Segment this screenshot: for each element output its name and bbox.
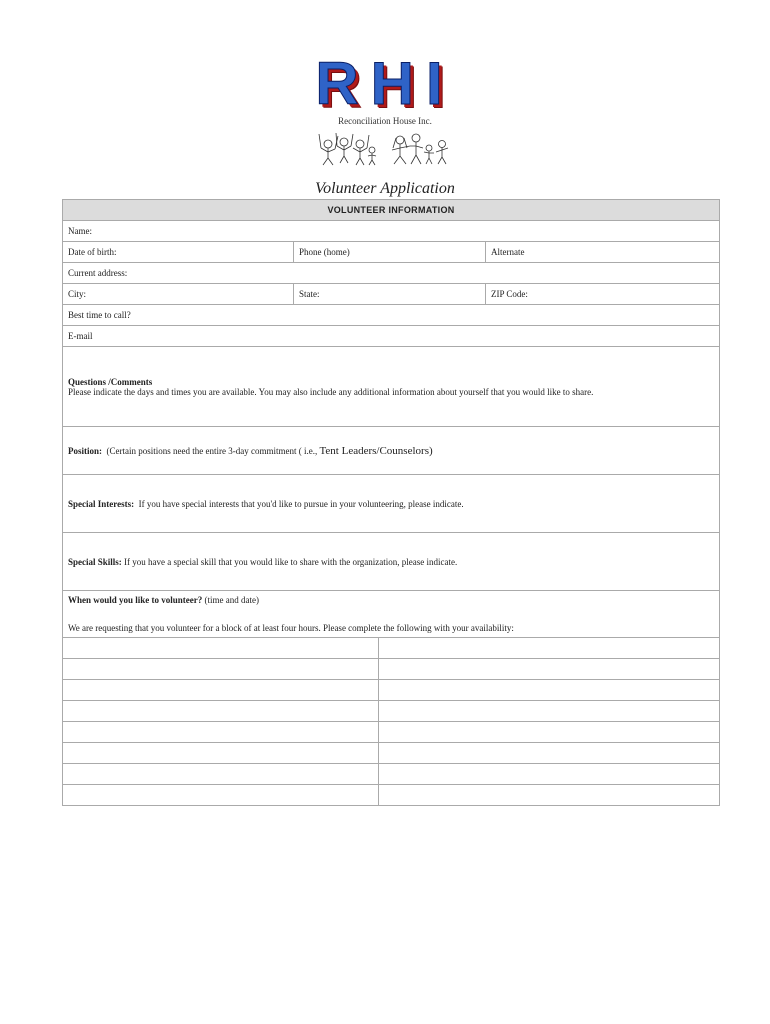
availability-cell-left[interactable]	[63, 764, 379, 785]
availability-cell-left[interactable]	[63, 722, 379, 743]
special-interests-label: Special Interests:	[68, 498, 135, 509]
availability-cell-right[interactable]	[379, 743, 720, 764]
availability-cell-left[interactable]	[63, 680, 379, 701]
questions-text: Please indicate the days and times you are available. You may also include any additional information about yourself that you would like to share.	[68, 386, 594, 397]
stick-figures-illustration	[316, 128, 456, 168]
logo-subtitle: Reconciliation House Inc.	[338, 116, 432, 126]
availability-cell-right[interactable]	[379, 722, 720, 743]
date-of-birth-field[interactable]: Date of birth:	[63, 242, 294, 263]
volunteer-form-table	[62, 199, 720, 806]
availability-row	[63, 722, 720, 743]
availability-cell-right[interactable]	[379, 785, 720, 806]
when-volunteer-field[interactable]	[63, 591, 720, 638]
phone-home-field[interactable]: Phone (home)	[294, 242, 486, 263]
special-skills-label: Special Skills:	[68, 556, 122, 567]
position-label: Position:	[68, 445, 103, 456]
best-time-field[interactable]: Best time to call?	[63, 305, 720, 326]
form-title: Volunteer Application	[315, 180, 455, 197]
position-text: (Certain positions need the entire 3-day commitment ( i.e.,	[106, 445, 318, 456]
when-text: (time and date)	[204, 595, 259, 605]
availability-request-text: We are requesting that you volunteer for a block of at least four hours. Please complete the following with your availability:	[68, 623, 514, 633]
current-address-field[interactable]: Current address:	[63, 263, 720, 284]
availability-cell-left[interactable]	[63, 743, 379, 764]
availability-cell-left[interactable]	[63, 701, 379, 722]
availability-row	[63, 785, 720, 806]
when-label: When would you like to volunteer?	[68, 595, 203, 605]
availability-cell-right[interactable]	[379, 659, 720, 680]
availability-cell-left[interactable]	[63, 638, 379, 659]
special-interests-text: If you have special interests that you'd like to pursue in your volunteering, please indicate.	[138, 498, 464, 509]
availability-cell-left[interactable]	[63, 659, 379, 680]
special-skills-field[interactable]	[63, 533, 720, 591]
special-interests-field[interactable]	[63, 475, 720, 533]
availability-cell-right[interactable]	[379, 701, 720, 722]
questions-label: Questions /Comments	[68, 376, 153, 387]
name-field[interactable]: Name:	[63, 221, 720, 242]
availability-cell-right[interactable]	[379, 764, 720, 785]
availability-row	[63, 638, 720, 659]
email-field[interactable]: E-mail	[63, 326, 720, 347]
availability-row	[63, 764, 720, 785]
availability-cell-left[interactable]	[63, 785, 379, 806]
availability-row	[63, 659, 720, 680]
availability-row	[63, 680, 720, 701]
section-heading: VOLUNTEER INFORMATION	[63, 200, 720, 221]
availability-row	[63, 743, 720, 764]
availability-cell-right[interactable]	[379, 638, 720, 659]
position-text-big: Tent Leaders/Counselors)	[319, 444, 433, 457]
city-field[interactable]: City:	[63, 284, 294, 305]
state-field[interactable]: State:	[294, 284, 486, 305]
availability-row	[63, 701, 720, 722]
availability-cell-right[interactable]	[379, 680, 720, 701]
zip-code-field[interactable]: ZIP Code:	[486, 284, 720, 305]
position-field[interactable]	[63, 427, 720, 475]
special-skills-text: If you have a special skill that you would like to share with the organization, please indicate.	[124, 556, 458, 567]
alternate-phone-field[interactable]: Alternate	[486, 242, 720, 263]
questions-comments-field[interactable]	[63, 347, 720, 427]
rhi-logo	[300, 50, 470, 126]
logo-letters: RHI	[315, 50, 455, 117]
